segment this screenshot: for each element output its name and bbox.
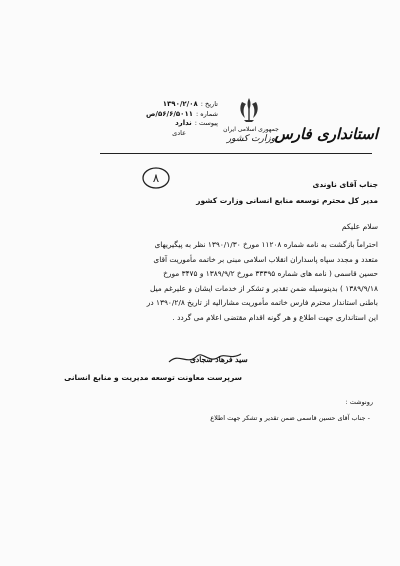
meta-date	[100, 100, 218, 110]
body-line: احتراماً بازگشت به نامه شماره ۱۱۲۰۸ مورخ ۱۳۹۰/۱/۳۰ نظر به پیگیریهای	[154, 240, 378, 249]
meta-attachment	[100, 119, 218, 129]
meta-number-label: شماره :	[196, 109, 218, 118]
circled-number-mark	[141, 166, 171, 190]
signatory-title: سرپرست معاونت توسعه مدیریت و منابع انسانی	[64, 373, 242, 382]
salutation: جناب آقای ناوندی	[312, 180, 378, 189]
meta-number-value: ۵۶/۶/۵۰۱۱/ص	[145, 109, 193, 118]
meta-date-value: ۱۳۹۰/۲/۰۸	[162, 100, 198, 108]
body-line: این استانداری جهت اطلاع و هر گونه اقدام مقتضی اعلام می گردد .	[172, 312, 378, 322]
organization-title: استانداری فارس	[274, 125, 378, 143]
iran-emblem-icon	[236, 96, 262, 124]
body-line: متعدد و مجدد سپاه پاسداران انقلاب اسلامی مبنی بر خاتمه مأموریت آقای	[153, 254, 378, 264]
meta-attachment-value: ندارد	[175, 119, 192, 127]
meta-classification	[100, 129, 218, 139]
greeting: سلام علیکم	[341, 222, 378, 231]
cc-label: رونوشت :	[345, 398, 373, 406]
cc-item: - جناب آقای حسین قاسمی ضمن تقدیر و تشکر جهت اطلاع	[210, 414, 370, 422]
signatory-name: سید فرهاد سجادی	[190, 355, 248, 364]
circled-number-text: ۸	[152, 171, 160, 185]
body-line: باطنی استاندار محترم فارس خاتمه مأموریت مشارالیه از تاریخ ۱۳۹۰/۲/۸ در	[146, 298, 378, 308]
emblem-line-1: جمهوری اسلامی ایران	[223, 126, 279, 133]
emblem-line-2: وزارت کشور	[226, 134, 276, 144]
meta-classification-value: عادی	[172, 128, 186, 137]
meta-attachment-label: پیوست :	[194, 119, 218, 127]
header-divider	[100, 153, 372, 154]
meta-date-label: تاریخ :	[200, 100, 218, 108]
letter-body	[116, 238, 378, 326]
emblem-caption	[214, 126, 288, 144]
body-line: حسین قاسمی ( نامه های شماره ۳۳۳۹۵ مورخ ۱۳۸۹/۹/۲ و ۳۴۷۵ مورخ	[163, 269, 378, 279]
meta-number	[100, 110, 218, 120]
body-line: ۱۳۸۹/۹/۱۸ ) بدینوسیله ضمن تقدیر و تشکر از خدمات ایشان و علیرغم میل	[149, 283, 378, 293]
letter-meta	[100, 100, 218, 138]
addressee: مدیر کل محترم توسعه منابع انسانی وزارت کشور	[196, 196, 378, 205]
